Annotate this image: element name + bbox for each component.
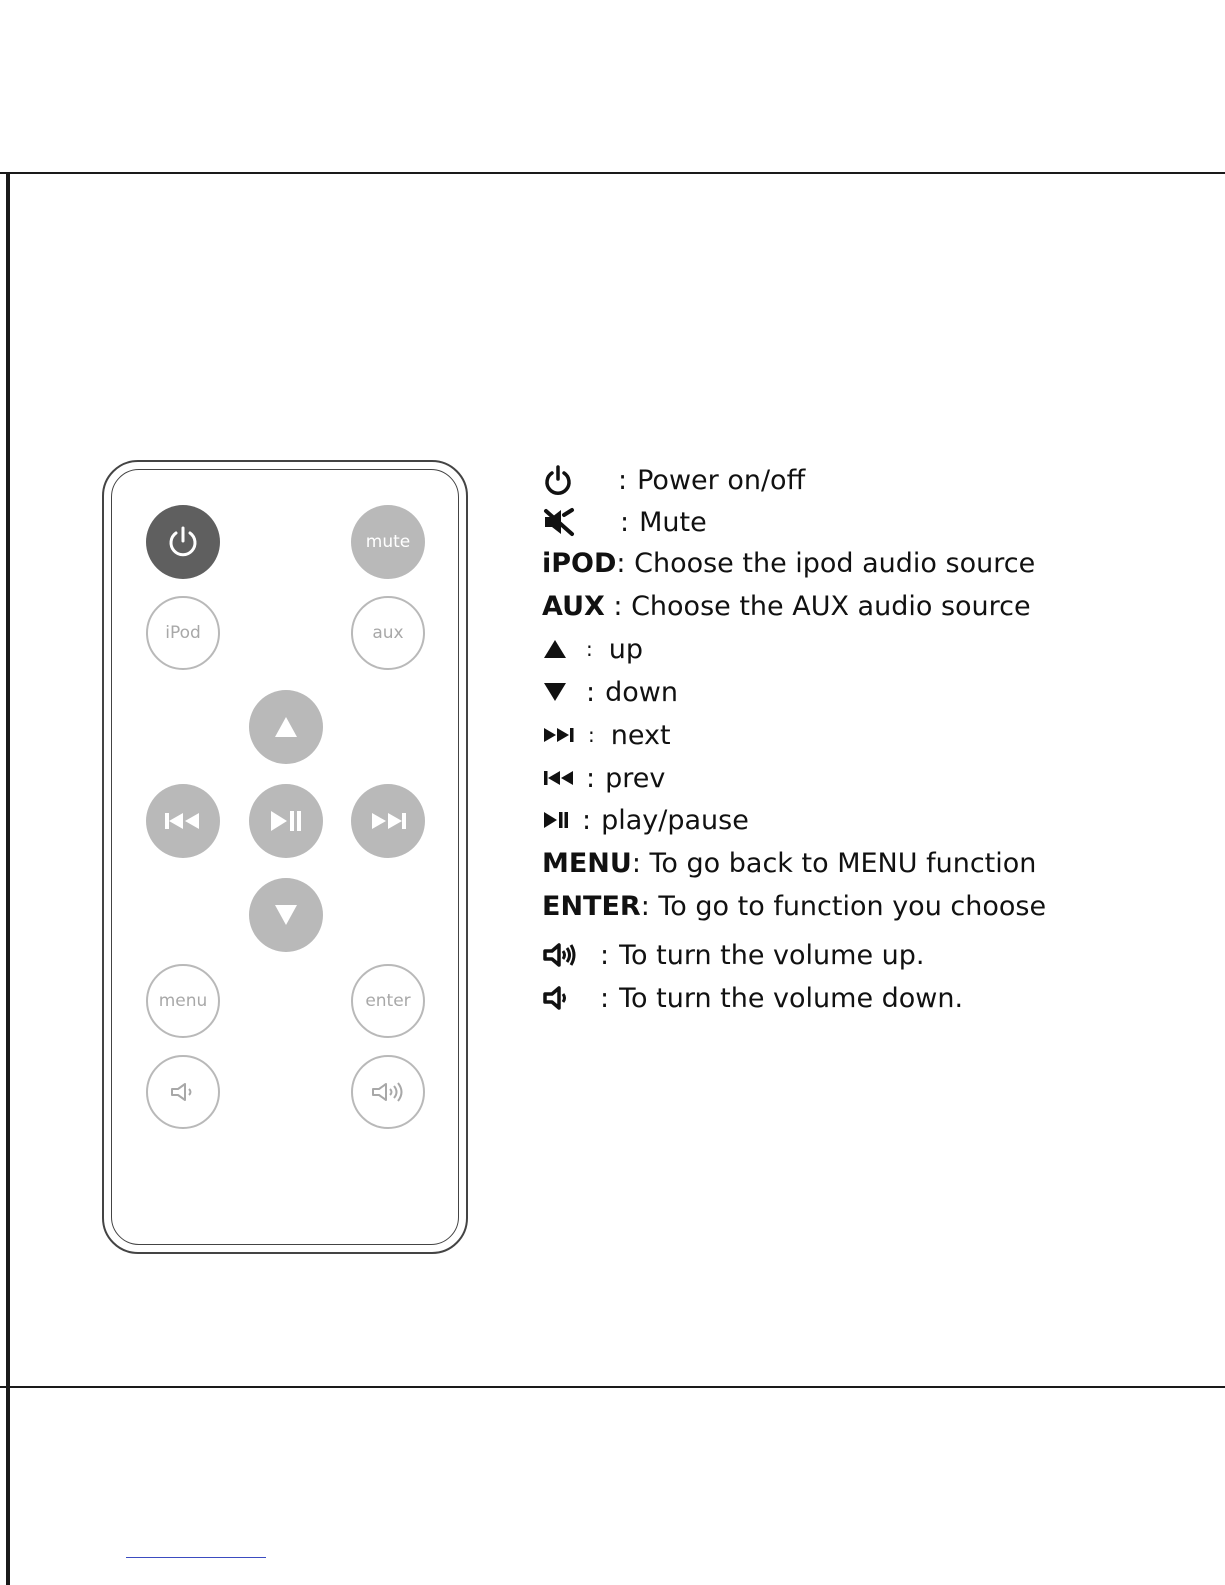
play-pause-button [249,784,323,858]
left-rule [6,172,10,1585]
legend-aux [542,589,1031,623]
legend-separator: : [586,637,593,661]
prev-icon [163,811,203,831]
play-pause-icon [542,810,570,830]
legend-separator: : [586,762,596,794]
bottom-rule [0,1386,1225,1388]
legend-menu [542,846,1036,880]
footer-link-rule [126,1557,266,1558]
legend-text: down [605,676,678,708]
legend-text: To turn the volume down. [619,982,964,1014]
power-icon [165,524,201,560]
power-icon [542,464,574,496]
legend-enter [542,889,1046,923]
legend-down [542,675,678,709]
legend-separator: : [588,723,595,747]
volume-down-icon [169,1081,197,1103]
volume-down-icon [542,985,578,1011]
ipod-button: iPod [146,596,220,670]
legend-text: : To go back to MENU function [631,847,1037,879]
legend-prev [542,761,665,795]
legend-up [542,632,643,666]
legend-text: next [610,719,671,751]
down-arrow-icon [542,681,568,703]
volume-down-button [146,1055,220,1129]
legend-key: ENTER [542,890,641,922]
legend-text: To turn the volume up. [619,939,925,971]
legend-volume-up [542,938,924,972]
up-arrow-icon [273,715,299,739]
mute-button: mute [351,505,425,579]
legend-text: prev [605,762,666,794]
aux-button: aux [351,596,425,670]
volume-up-icon [370,1080,406,1104]
legend-text: play/pause [601,804,749,836]
legend-key: iPOD [542,547,617,579]
up-arrow-icon [542,638,568,660]
legend-text: : To go to function you choose [640,890,1047,922]
legend-text: : Choose the ipod audio source [616,547,1036,579]
legend-separator: : [618,464,628,496]
legend-text: Power on/off [637,464,806,496]
next-icon [542,726,576,744]
legend-separator: : [620,506,630,538]
prev-icon [542,769,576,787]
next-icon [368,811,408,831]
up-button [249,690,323,764]
legend-key: MENU [542,847,632,879]
volume-up-icon [542,942,578,968]
legend-mute [542,505,707,539]
legend-separator: : [582,804,592,836]
legend-key: AUX [542,590,605,622]
menu-button: menu [146,964,220,1038]
legend-text: Mute [639,506,707,538]
legend-power [542,463,805,497]
legend-text: : Choose the AUX audio source [604,590,1031,622]
prev-button [146,784,220,858]
top-rule [0,172,1225,174]
down-arrow-icon [273,903,299,927]
legend-separator: : [586,676,596,708]
volume-up-button [351,1055,425,1129]
enter-button: enter [351,964,425,1038]
legend-ipod [542,546,1035,580]
next-button [351,784,425,858]
legend-separator: : [600,982,610,1014]
legend-next [542,718,671,752]
mute-icon [542,507,576,537]
play-pause-icon [269,810,303,832]
legend-play-pause [542,803,749,837]
down-button [249,878,323,952]
power-button [146,505,220,579]
legend-separator: : [600,939,610,971]
legend-volume-down [542,981,963,1015]
legend-text: up [608,633,644,665]
